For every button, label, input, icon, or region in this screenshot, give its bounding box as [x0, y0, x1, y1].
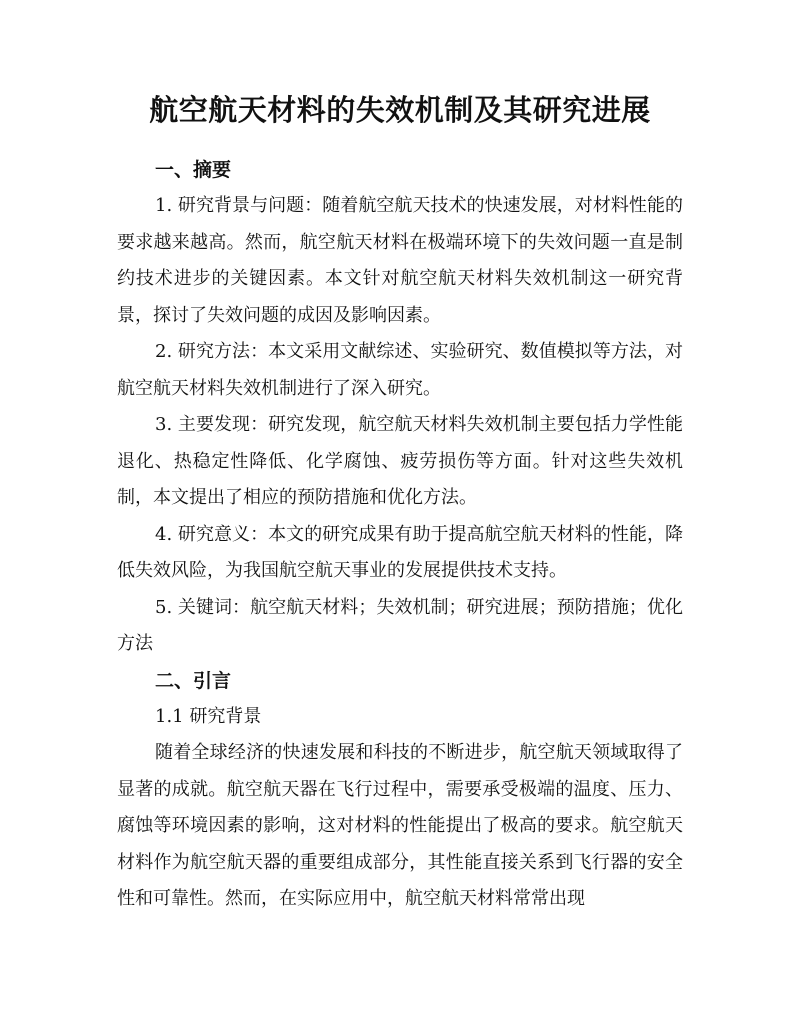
document-page [117, 88, 683, 918]
abstract-item-2: 2. 研究方法：本文采用文献综述、实验研究、数值模拟等方法，对航空航天材料失效机制进行了深入研究。 [117, 341, 683, 399]
document-title: 航空航天材料的失效机制及其研究进展 [149, 93, 651, 127]
abstract-heading: 一、摘要 [155, 159, 232, 181]
abstract-item-1: 1. 研究背景与问题：随着航空航天技术的快速发展，对材料性能的要求越来越高。然而，航空航天材料在极端环境下的失效问题一直是制约技术进步的关键因素。本文针对航空航天材料失效机制这一研究背景，探讨了失效问题的成因及影响因素。 [117, 195, 683, 326]
research-background-subheading: 1.1 研究背景 [155, 705, 262, 727]
introduction-heading: 二、引言 [155, 669, 232, 692]
abstract-item-5: 5. 关键词：航空航天材料；失效机制；研究进展；预防措施；优化方法 [117, 596, 683, 654]
introduction-paragraph: 随着全球经济的快速发展和科技的不断进步，航空航天领域取得了显著的成就。航空航天器在飞行过程中，需要承受极端的温度、压力、腐蚀等环境因素的影响，这对材料的性能提出了极高的要求。航空航天材料作为航空航天器的重要组成部分，其性能直接关系到飞行器的安全性和可靠性。然而，在实际应用中，航空航天材料常常出现 [117, 742, 683, 909]
abstract-item-3: 3. 主要发现：研究发现，航空航天材料失效机制主要包括力学性能退化、热稳定性降低、化学腐蚀、疲劳损伤等方面。针对这些失效机制，本文提出了相应的预防措施和优化方法。 [117, 414, 683, 508]
abstract-item-4: 4. 研究意义：本文的研究成果有助于提高航空航天材料的性能，降低失效风险，为我国航空航天事业的发展提供技术支持。 [117, 523, 683, 581]
